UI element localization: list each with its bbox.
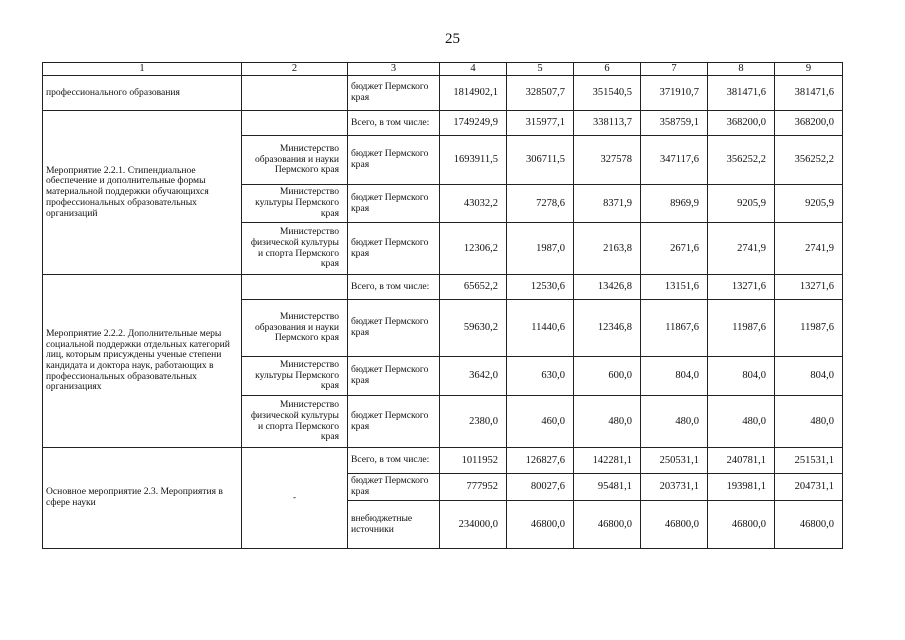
- table-row: [43, 448, 843, 474]
- source-cell: Всего, в том числе:: [348, 275, 440, 300]
- source-cell: бюджет Пермского края: [348, 185, 440, 223]
- executor-cell: [242, 76, 348, 111]
- value-cell: 777952: [440, 474, 507, 501]
- value-cell: 11867,6: [641, 300, 708, 357]
- value-cell: 142281,1: [574, 448, 641, 474]
- value-cell: 11987,6: [775, 300, 843, 357]
- executor-cell: Министерство образования и науки Пермского края: [242, 300, 348, 357]
- value-cell: 315977,1: [507, 111, 574, 136]
- value-cell: 2671,6: [641, 223, 708, 275]
- value-cell: 327578: [574, 136, 641, 185]
- value-cell: 193981,1: [708, 474, 775, 501]
- value-cell: 460,0: [507, 396, 574, 448]
- value-cell: 234000,0: [440, 501, 507, 549]
- value-cell: 7278,6: [507, 185, 574, 223]
- value-cell: 13151,6: [641, 275, 708, 300]
- value-cell: 347117,6: [641, 136, 708, 185]
- value-cell: 43032,2: [440, 185, 507, 223]
- value-cell: 306711,5: [507, 136, 574, 185]
- value-cell: 13426,8: [574, 275, 641, 300]
- source-cell: бюджет Пермского края: [348, 300, 440, 357]
- executor-cell: Министерство культуры Пермского края: [242, 185, 348, 223]
- header-cell: 6: [574, 63, 641, 76]
- budget-table: [42, 62, 843, 549]
- header-cell: 2: [242, 63, 348, 76]
- value-cell: 1814902,1: [440, 76, 507, 111]
- value-cell: 358759,1: [641, 111, 708, 136]
- value-cell: 250531,1: [641, 448, 708, 474]
- value-cell: 804,0: [641, 357, 708, 396]
- value-cell: 630,0: [507, 357, 574, 396]
- table-row: [43, 76, 843, 111]
- value-cell: 12306,2: [440, 223, 507, 275]
- value-cell: 12346,8: [574, 300, 641, 357]
- value-cell: 804,0: [775, 357, 843, 396]
- header-cell: 8: [708, 63, 775, 76]
- executor-cell: [242, 111, 348, 136]
- measure-name: профессионального образования: [43, 76, 242, 111]
- source-cell: бюджет Пермского края: [348, 223, 440, 275]
- value-cell: 480,0: [641, 396, 708, 448]
- value-cell: 13271,6: [775, 275, 843, 300]
- executor-cell: Министерство образования и науки Пермского края: [242, 136, 348, 185]
- header-cell: 9: [775, 63, 843, 76]
- value-cell: 11440,6: [507, 300, 574, 357]
- value-cell: 480,0: [708, 396, 775, 448]
- value-cell: 368200,0: [775, 111, 843, 136]
- value-cell: 2163,8: [574, 223, 641, 275]
- value-cell: 95481,1: [574, 474, 641, 501]
- executor-cell: Министерство физической культуры и спорта Пермского края: [242, 223, 348, 275]
- value-cell: 46800,0: [507, 501, 574, 549]
- source-cell: бюджет Пермского края: [348, 396, 440, 448]
- table-row: [43, 111, 843, 136]
- page-number: 25: [445, 31, 460, 47]
- source-cell: бюджет Пермского края: [348, 357, 440, 396]
- value-cell: 251531,1: [775, 448, 843, 474]
- value-cell: 204731,1: [775, 474, 843, 501]
- value-cell: 65652,2: [440, 275, 507, 300]
- value-cell: 356252,2: [775, 136, 843, 185]
- value-cell: 9205,9: [775, 185, 843, 223]
- value-cell: 1749249,9: [440, 111, 507, 136]
- header-cell: 1: [43, 63, 242, 76]
- value-cell: 13271,6: [708, 275, 775, 300]
- value-cell: 203731,1: [641, 474, 708, 501]
- value-cell: 3642,0: [440, 357, 507, 396]
- value-cell: 328507,7: [507, 76, 574, 111]
- value-cell: 368200,0: [708, 111, 775, 136]
- value-cell: 240781,1: [708, 448, 775, 474]
- value-cell: 2741,9: [775, 223, 843, 275]
- measure-name: Мероприятие 2.2.2. Дополнительные меры социальной поддержки отдельных категорий лиц, которым присуждены ученые степени кандидата и доктора наук, работающих в профессиональных образовательных организациях: [43, 275, 242, 448]
- table-row: [43, 275, 843, 300]
- value-cell: 600,0: [574, 357, 641, 396]
- value-cell: 351540,5: [574, 76, 641, 111]
- value-cell: 12530,6: [507, 275, 574, 300]
- measure-name: Основное мероприятие 2.3. Мероприятия в сфере науки: [43, 448, 242, 549]
- source-cell: бюджет Пермского края: [348, 474, 440, 501]
- value-cell: 80027,6: [507, 474, 574, 501]
- value-cell: 371910,7: [641, 76, 708, 111]
- value-cell: 1987,0: [507, 223, 574, 275]
- value-cell: 381471,6: [775, 76, 843, 111]
- value-cell: 46800,0: [775, 501, 843, 549]
- source-cell: Всего, в том числе:: [348, 111, 440, 136]
- source-cell: Всего, в том числе:: [348, 448, 440, 474]
- value-cell: 804,0: [708, 357, 775, 396]
- value-cell: 8969,9: [641, 185, 708, 223]
- value-cell: 46800,0: [574, 501, 641, 549]
- header-cell: 5: [507, 63, 574, 76]
- executor-cell: [242, 275, 348, 300]
- table-header-row: [43, 63, 843, 76]
- executor-cell: Министерство культуры Пермского края: [242, 357, 348, 396]
- value-cell: 480,0: [775, 396, 843, 448]
- value-cell: 2380,0: [440, 396, 507, 448]
- value-cell: 338113,7: [574, 111, 641, 136]
- executor-cell: -: [242, 448, 348, 549]
- executor-cell: Министерство физической культуры и спорта Пермского края: [242, 396, 348, 448]
- value-cell: 126827,6: [507, 448, 574, 474]
- header-cell: 3: [348, 63, 440, 76]
- value-cell: 11987,6: [708, 300, 775, 357]
- value-cell: 1693911,5: [440, 136, 507, 185]
- value-cell: 356252,2: [708, 136, 775, 185]
- value-cell: 9205,9: [708, 185, 775, 223]
- value-cell: 46800,0: [708, 501, 775, 549]
- value-cell: 8371,9: [574, 185, 641, 223]
- value-cell: 381471,6: [708, 76, 775, 111]
- value-cell: 2741,9: [708, 223, 775, 275]
- header-cell: 4: [440, 63, 507, 76]
- value-cell: 59630,2: [440, 300, 507, 357]
- source-cell: бюджет Пермского края: [348, 76, 440, 111]
- source-cell: бюджет Пермского края: [348, 136, 440, 185]
- value-cell: 480,0: [574, 396, 641, 448]
- value-cell: 46800,0: [641, 501, 708, 549]
- value-cell: 1011952: [440, 448, 507, 474]
- header-cell: 7: [641, 63, 708, 76]
- source-cell: внебюджетные источники: [348, 501, 440, 549]
- measure-name: Мероприятие 2.2.1. Стипендиальное обеспечение и дополнительные формы материальной поддержки обучающихся профессиональных образовательных организаций: [43, 111, 242, 275]
